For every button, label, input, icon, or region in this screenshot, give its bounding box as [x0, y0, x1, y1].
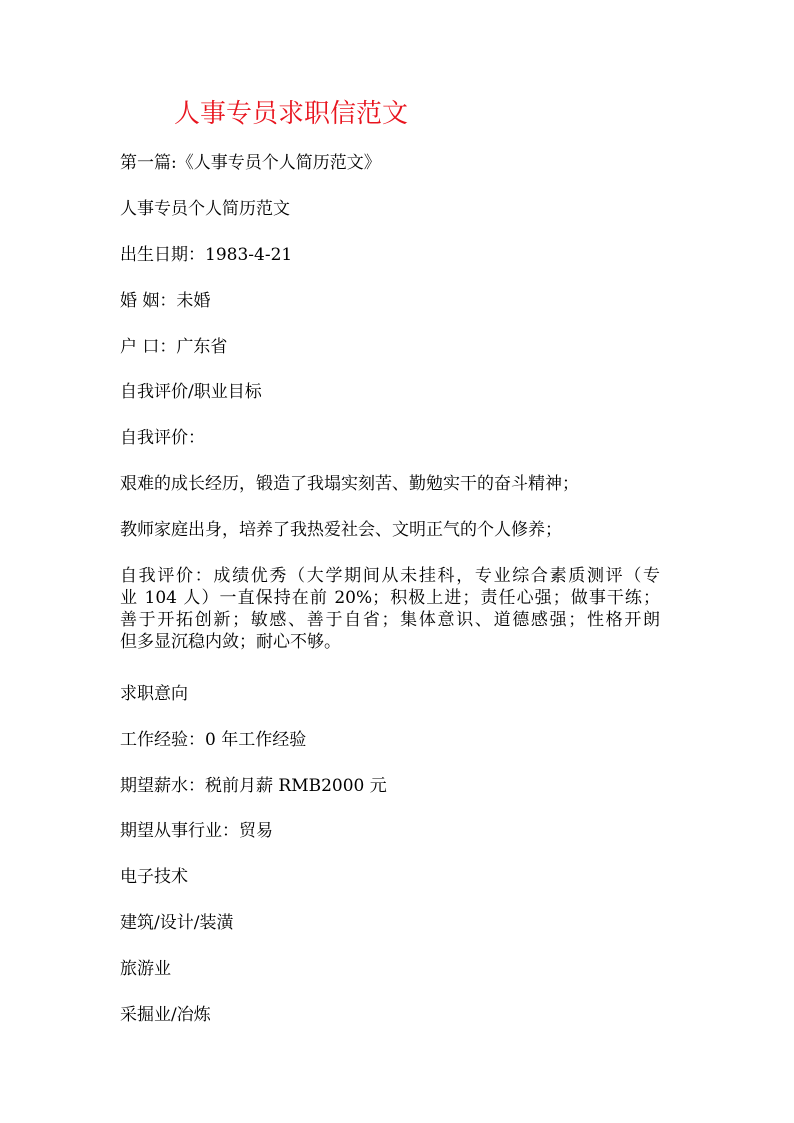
paragraph-work-experience: 工作经验：0 年工作经验 [120, 730, 307, 750]
paragraph-industry-mining: 采掘业/冶炼 [120, 1005, 211, 1025]
text-line: 善于开拓创新；敏感、善于自省；集体意识、道德感强；性格开朗 [120, 610, 660, 630]
paragraph-birth-date: 出生日期：1983-4-21 [120, 245, 293, 265]
paragraph-job-intention: 求职意向 [120, 684, 188, 704]
paragraph-first-article: 第一篇:《人事专员个人简历范文》 [120, 153, 381, 173]
paragraph-industry-electronics: 电子技术 [120, 867, 188, 887]
paragraph-growth-experience: 艰难的成长经历，锻造了我塌实刻苦、勤勉实干的奋斗精神； [120, 474, 579, 494]
paragraph-self-evaluation-label: 自我评价： [120, 428, 205, 448]
text-line: 但多显沉稳内敛；耐心不够。 [120, 632, 341, 652]
paragraph-resume-heading: 人事专员个人简历范文 [120, 199, 290, 219]
text-line: 自我评价：成绩优秀（大学期间从未挂科，专业综合素质测评（专 [120, 566, 660, 586]
document-title: 人事专员求职信范文 [174, 99, 409, 129]
paragraph-industry-tourism: 旅游业 [120, 959, 171, 979]
paragraph-expected-salary: 期望薪水：税前月薪 RMB2000 元 [120, 776, 387, 796]
text-line: 业 104 人）一直保持在前 20%；积极上进；责任心强；做事干练； [120, 588, 660, 608]
paragraph-household-registration: 户 口：广东省 [120, 337, 228, 357]
paragraph-self-evaluation-detail [120, 565, 660, 653]
paragraph-family-background: 教师家庭出身，培养了我热爱社会、文明正气的个人修养； [120, 520, 562, 540]
paragraph-expected-industry: 期望从事行业：贸易 [120, 821, 273, 841]
paragraph-self-evaluation-heading: 自我评价/职业目标 [120, 382, 262, 402]
paragraph-industry-architecture: 建筑/设计/装潢 [120, 913, 234, 933]
paragraph-marital-status: 婚 姻：未婚 [120, 291, 211, 311]
